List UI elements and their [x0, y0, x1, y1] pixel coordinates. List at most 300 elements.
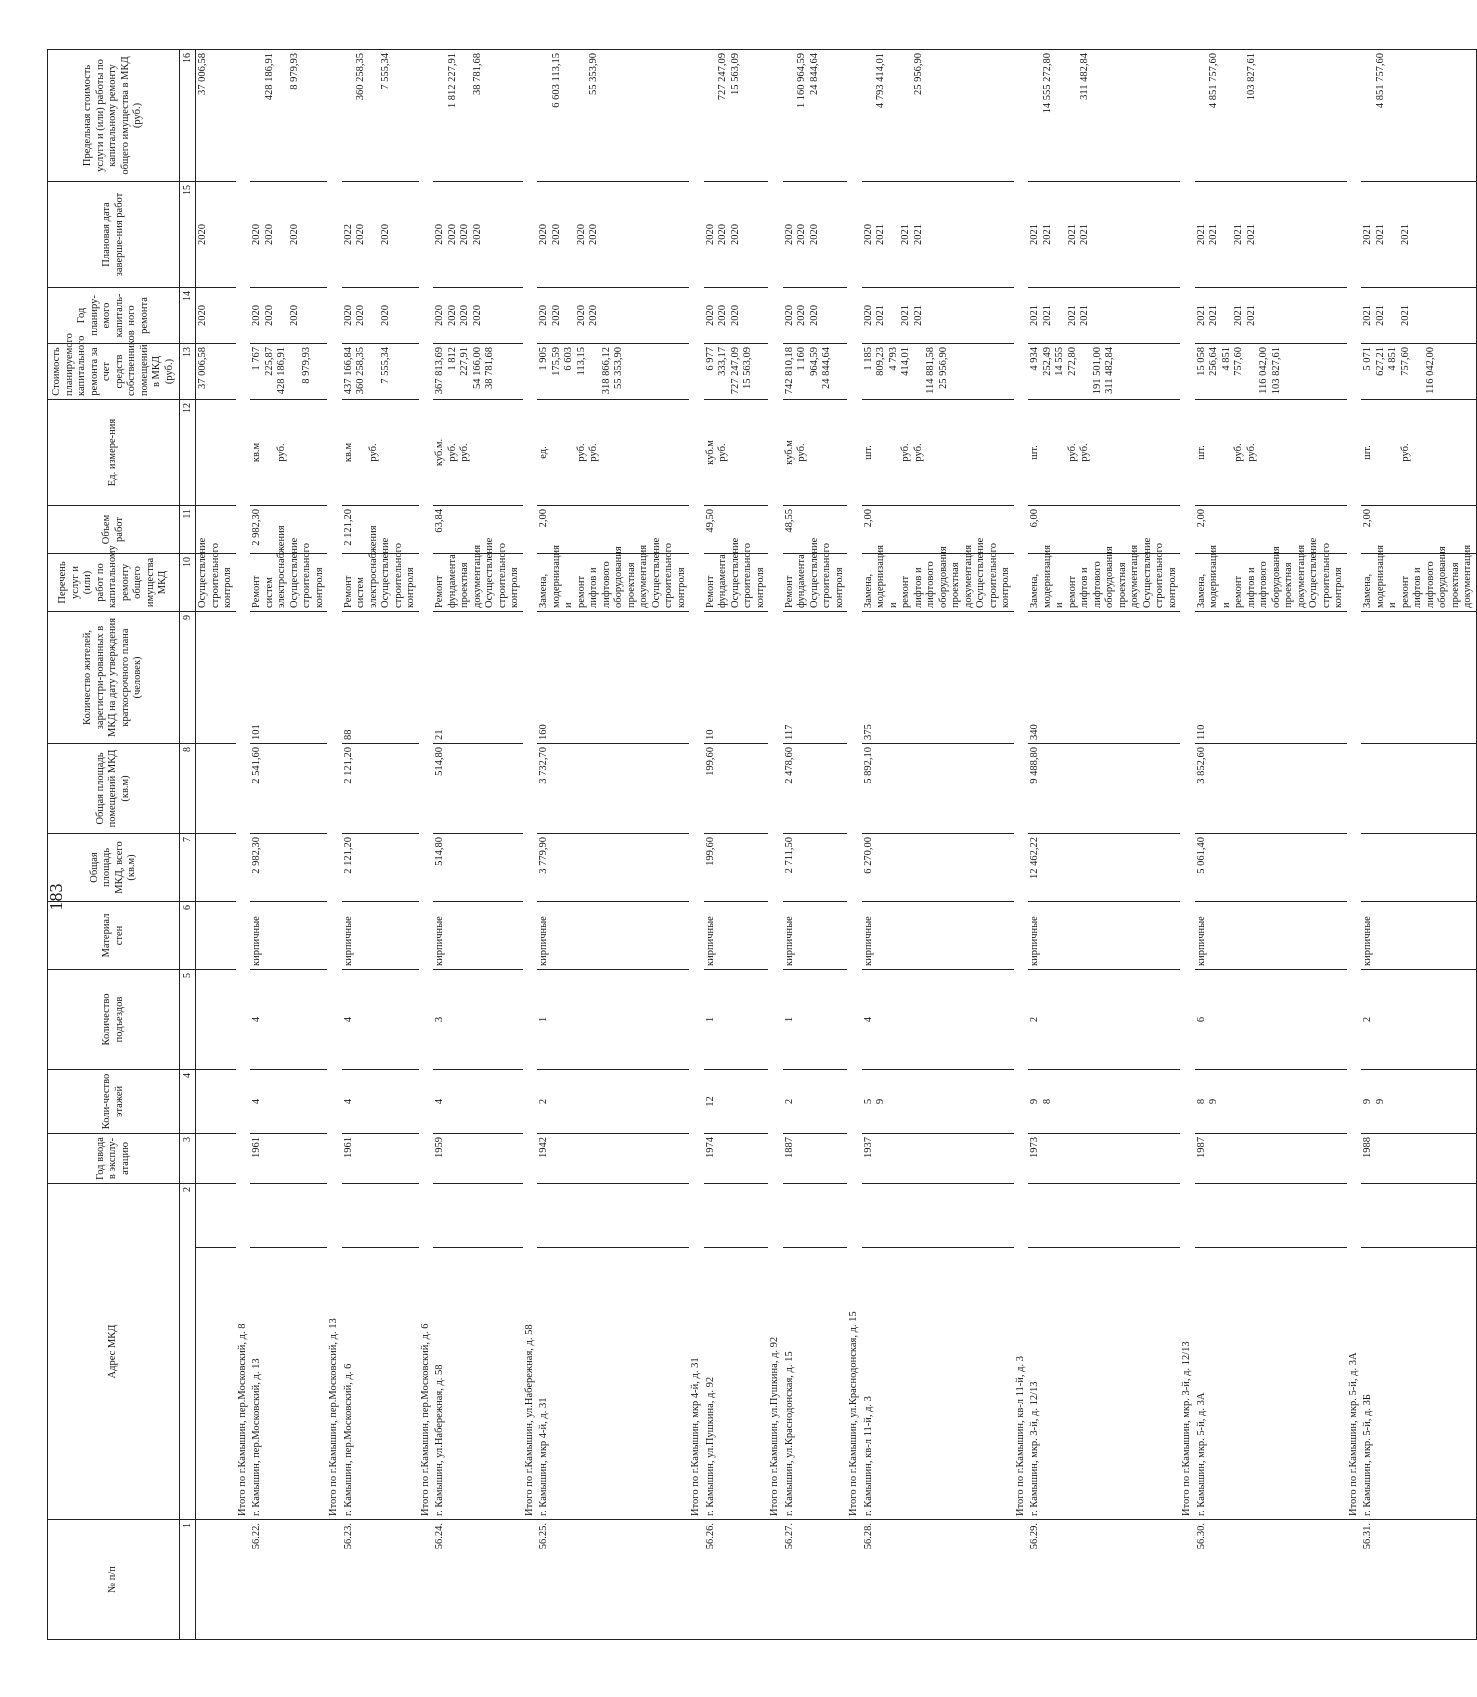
cost-line: 116 042,00 [1258, 346, 1269, 394]
volume-line [1054, 509, 1067, 550]
column-number: 12 [180, 399, 196, 505]
end-date-line: 2020 [355, 223, 366, 245]
floors-cell [342, 1069, 419, 1133]
area-total-cell: 5 061,40 [1195, 833, 1347, 901]
end-date-line [601, 185, 614, 284]
limit-cell [783, 49, 848, 181]
cost-cell [1195, 343, 1347, 399]
limit-cost-line: 360 258,35 [355, 52, 366, 101]
plan-year-cell [783, 287, 848, 343]
volume-line: 2,00 [862, 508, 874, 528]
limit-cell [862, 49, 1014, 181]
row-number: 56.30. [1195, 1520, 1347, 1640]
unit-line: куб.м [783, 440, 795, 465]
end-date-line: 2021 [1079, 223, 1090, 245]
floors-value: 2 [538, 1098, 549, 1105]
page-number: 183 [46, 883, 66, 911]
column-number: 11 [180, 505, 196, 553]
area-total-cell: 6 270,00 [862, 833, 1014, 901]
work-line: строительного контроля [496, 543, 520, 608]
plan-year-line [1387, 291, 1400, 340]
building-row [704, 49, 769, 1639]
unit-line: ед. [538, 446, 549, 459]
column-number: 8 [180, 743, 196, 833]
end-date-line: 2021 [1195, 223, 1207, 245]
volume-line [1042, 509, 1055, 550]
work-line: Замена, модернизация и [1195, 545, 1232, 608]
end-date-line [1054, 185, 1067, 284]
unit-line [1387, 403, 1400, 502]
cost-line: 1 160 964,59 [796, 346, 820, 376]
plan-year-line [925, 291, 938, 340]
column-number: 5 [180, 969, 196, 1069]
commission-year-cell: 1973 [1028, 1133, 1180, 1183]
walls-cell: кирпичные [537, 901, 689, 969]
cost-cell [537, 343, 689, 399]
limit-cost-line [888, 53, 901, 178]
unit-line: руб. [1066, 443, 1078, 462]
plan-year-line: 2021 [912, 304, 924, 326]
empty-cell [1195, 1183, 1347, 1247]
cost-cell [1361, 343, 1476, 399]
unit-line [925, 403, 938, 502]
unit-line [730, 403, 743, 502]
commission-year-cell: 1961 [342, 1133, 419, 1183]
limit-cost-line [601, 53, 614, 178]
limit-cost-line: 24 844,64 [808, 52, 820, 95]
area-rooms-cell [1361, 743, 1476, 833]
floors-cell [250, 1069, 327, 1133]
unit-line: руб. [900, 443, 911, 462]
unit-line: руб. [912, 443, 924, 462]
area-rooms-cell: 514,80 [433, 743, 523, 833]
empty-cell [1347, 1520, 1362, 1640]
end-date-line: 2020 [251, 223, 262, 245]
end-date-line [888, 185, 901, 284]
work-line: строительного контроля [742, 543, 766, 608]
work-line: электроснабжения [367, 525, 379, 608]
plan-year-line: 2020 [550, 304, 562, 326]
capital-repair-table [47, 49, 1477, 1640]
row-number: 56.26. [704, 1520, 769, 1640]
end-date-cell [783, 181, 848, 287]
itogo-row [419, 49, 434, 1639]
plan-year-line [563, 291, 576, 340]
cost-line: 1 812 227,91 [446, 346, 470, 376]
plan-year-line: 2021 [1233, 304, 1244, 326]
cost-line [913, 347, 926, 396]
work-line: электроснабжения [276, 525, 287, 608]
empty-cell [433, 1183, 523, 1247]
work-line: оборудования [613, 546, 624, 608]
limit-cost-line [459, 53, 472, 178]
commission-year-cell: 1942 [537, 1133, 689, 1183]
unit-line [809, 403, 822, 502]
plan-year-line [276, 291, 289, 340]
end-date-line: 2021 [1041, 223, 1053, 245]
row-number: 56.25. [537, 1520, 689, 1640]
empty-cell [1014, 1520, 1029, 1640]
itogo-row [1014, 49, 1029, 1639]
unit-line: руб. [367, 443, 379, 462]
walls-cell: кирпичные [704, 901, 769, 969]
unit-line [355, 403, 368, 502]
column-number: 3 [180, 1133, 196, 1183]
floors-value: 9 [1362, 1098, 1373, 1105]
floors-value: 9 [1029, 1098, 1040, 1105]
address-cell: г. Камышин, ул.Краснодонская, д. 15 [783, 1248, 848, 1520]
row-number: 56.31. [1361, 1520, 1476, 1640]
volume-line [588, 509, 601, 550]
work-line: оборудования [937, 546, 949, 608]
entrances-cell: 4 [862, 969, 1014, 1069]
plan-year-cell [342, 287, 419, 343]
itogo-label: Итого по г.Камышин, мкр 4-й, д. 31 [689, 49, 704, 1519]
work-cell [1361, 544, 1476, 611]
walls-cell: кирпичные [783, 901, 848, 969]
end-date-cell [342, 181, 419, 287]
work-line: оборудования [1104, 546, 1115, 608]
work-line: строительного контроля [392, 543, 416, 608]
building-row [783, 49, 848, 1639]
walls-cell: кирпичные [342, 901, 419, 969]
volume-line: 63,84 [434, 508, 445, 533]
unit-line: куб.м [704, 440, 716, 465]
plan-year-line: 2020 [575, 304, 587, 326]
cost-line: 15 058 256,64 [1195, 346, 1219, 376]
address-cell: г. Камышин, мкр 4-й, д. 31 [537, 1248, 689, 1520]
work-line: Осуществление [808, 537, 820, 608]
cost-line [1117, 347, 1130, 396]
end-date-line: 2020 [459, 223, 470, 245]
plan-year-line: 2020 [796, 304, 807, 326]
plan-year-line: 2020 [288, 304, 300, 326]
walls-cell: кирпичные [433, 901, 523, 969]
itogo-label: Итого по г.Камышин, пер.Московский, д. 6 [419, 49, 434, 1519]
plan-year-line: 2020 [808, 304, 820, 326]
entrances-cell: 1 [704, 969, 769, 1069]
itogo-row [689, 49, 704, 1639]
building-row [537, 49, 689, 1639]
walls-cell: кирпичные [1195, 901, 1347, 969]
plan-year-cell [1028, 287, 1180, 343]
plan-year-line: 2021 [1208, 304, 1219, 326]
limit-cost-line [784, 53, 797, 178]
limit-cell [1028, 49, 1180, 181]
end-date-line: 2021 [1399, 223, 1411, 245]
limit-cost-line: 38 781,68 [471, 52, 483, 95]
floors-value: 4 [342, 1098, 354, 1105]
unit-line: руб. [796, 443, 807, 462]
work-cell [783, 537, 848, 611]
floors-value: 9 [1374, 1098, 1386, 1105]
header-cell: Стоимость планируемого капитального ремонта за счет средств собственников помещений в МКД (руб.) [48, 343, 180, 399]
floors-cell [1195, 1069, 1347, 1133]
cost-line: 24 844,64 [821, 346, 832, 389]
row-number: 56.29. [1028, 1520, 1180, 1640]
cost-line: 360 258,35 [355, 346, 366, 395]
cost-line: 1 185 809,23 [862, 346, 886, 376]
limit-cost-line: 727 247,09 [717, 52, 728, 101]
area-total-cell: 2 121,20 [342, 833, 419, 901]
row-number: 56.28. [862, 1520, 1014, 1640]
entrances-cell: 2 [1361, 969, 1476, 1069]
unit-line [1375, 403, 1388, 502]
area-rooms-cell: 2 541,60 [250, 743, 327, 833]
end-date-cell [1361, 181, 1476, 287]
cost-line: 4 851 757,60 [1387, 346, 1411, 376]
cost-line: 114 881,58 [925, 346, 936, 394]
top-carryover-row [196, 49, 236, 1639]
entrances-cell: 4 [342, 969, 419, 1069]
work-cell [537, 537, 689, 611]
end-date-line: 2021 [1362, 223, 1373, 245]
unit-line: шт. [862, 445, 874, 460]
column-number: 16 [180, 49, 196, 181]
commission-year-cell: 1959 [433, 1133, 523, 1183]
end-date-cell [1195, 181, 1347, 287]
empty-cell [250, 1183, 327, 1247]
unit-cell [1195, 399, 1347, 505]
plan-year-line: 2020 [717, 304, 728, 326]
volume-line [563, 509, 576, 550]
limit-cost-line [368, 53, 381, 178]
residents-cell: 110 [1195, 611, 1347, 743]
cost-line: 6 603 113,15 [563, 346, 587, 376]
empty-cell [1028, 1183, 1180, 1247]
plan-year-line [368, 291, 381, 340]
empty-cell [1361, 1183, 1476, 1247]
commission-year-cell: 1961 [250, 1133, 327, 1183]
limit-cost-line: 311 482,84 [1079, 52, 1090, 100]
work-line: ремонт лифтов и лифтового [1233, 561, 1269, 608]
end-date-line: 2020 [471, 223, 483, 245]
end-date-line: 2021 [875, 223, 886, 245]
work-line: Ремонт систем [342, 575, 366, 608]
plan-year-line: 2020 [588, 304, 599, 326]
plan-year-line: 2021 [900, 304, 911, 326]
plan-year-line [1092, 291, 1105, 340]
floors-cell [433, 1069, 523, 1133]
end-date-line [563, 185, 576, 284]
limit-cost-line [343, 53, 356, 178]
plan-year-line: 2021 [1029, 304, 1040, 326]
unit-line [472, 403, 485, 502]
work-line: Замена, модернизация и [1362, 545, 1398, 608]
end-date-line: 2020 [288, 223, 300, 245]
empty-cell [419, 1520, 434, 1640]
itogo-label: Итого по г.Камышин, мкр. 3-й, д. 12/13 [1180, 49, 1195, 1519]
end-date-line: 2020 [380, 223, 391, 245]
area-total-cell: 2 982,30 [250, 833, 327, 901]
volume-line: 2,00 [1362, 508, 1373, 528]
header-cell: Плановая дата заверше-ния работ [48, 181, 180, 287]
plan-year-line [1054, 291, 1067, 340]
volume-line [1258, 509, 1271, 550]
column-number: 6 [180, 901, 196, 969]
plan-year-line: 2021 [1399, 304, 1411, 326]
area-rooms-cell: 2 478,60 [783, 743, 848, 833]
unit-cell [704, 399, 769, 505]
plan-year-line: 2021 [1374, 304, 1386, 326]
plan-year-line: 2020 [783, 304, 795, 326]
cost-line: 25 956,90 [937, 346, 949, 389]
cost-line: 742 810,18 [783, 346, 795, 395]
volume-line [888, 509, 901, 550]
unit-line: руб. [1079, 443, 1090, 462]
itogo-row [523, 49, 538, 1639]
plan-year-line: 2021 [1362, 304, 1373, 326]
volume-line [601, 509, 614, 550]
residents-cell: 21 [433, 611, 523, 743]
end-date-line [1221, 185, 1234, 284]
unit-cell [342, 399, 419, 505]
limit-cost-line [1196, 53, 1209, 178]
row-number: 56.24. [433, 1520, 523, 1640]
column-number: 1 [180, 1520, 196, 1640]
unit-line [1258, 403, 1271, 502]
unit-line [380, 403, 393, 502]
cost-line: 5 071 627,21 [1362, 346, 1386, 376]
volume-line [717, 509, 730, 550]
header-cell: Общая площадь помещений МКД (кв.м) [48, 743, 180, 833]
column-number: 4 [180, 1069, 196, 1133]
entrances-cell: 4 [250, 969, 327, 1069]
work-line: строительного контроля [821, 543, 845, 608]
volume-line [913, 509, 926, 550]
limit-cost-line: 25 956,90 [912, 52, 924, 95]
itogo-row [1180, 49, 1195, 1639]
work-line: Осуществление [288, 537, 300, 608]
limit-cost-line [434, 53, 447, 178]
header-cell: Предельная стоимость услуги и (или) работы по капитальному ремонту общего имущества в МКД (руб.) [48, 49, 180, 181]
residents-cell: 101 [250, 611, 327, 743]
cost-line [588, 347, 601, 396]
plan-year-line [1221, 291, 1234, 340]
end-date-cell [433, 181, 523, 287]
unit-line [264, 403, 277, 502]
building-row [862, 49, 1014, 1639]
floors-value: 9 [1208, 1098, 1219, 1105]
entrances-cell: 1 [537, 969, 689, 1069]
end-date-line: 2020 [446, 223, 458, 245]
volume-line: 2 982,30 [251, 508, 262, 546]
building-row [1195, 49, 1347, 1639]
empty-cell [236, 1520, 251, 1640]
building-row [1361, 49, 1476, 1639]
work-line: строительного контроля [301, 543, 325, 608]
plan-year-line: 2020 [263, 304, 275, 326]
floors-value: 8 [1041, 1098, 1053, 1105]
cost-line: 116 042,00 [1424, 346, 1436, 394]
cost-line: 8 979,93 [301, 346, 312, 384]
address-cell: г. Камышин, ул.Пушкина, д. 92 [704, 1248, 769, 1520]
floors-value: 2 [783, 1098, 795, 1105]
cost-line: 311 482,84 [1104, 346, 1115, 394]
unit-line [888, 403, 901, 502]
commission-year-cell: 1987 [1195, 1133, 1347, 1183]
volume-line [1246, 509, 1259, 550]
end-date-line: 2021 [1374, 223, 1386, 245]
work-line: Замена, модернизация и [538, 545, 574, 608]
volume-line [551, 509, 564, 550]
limit-cost-line: 55 353,90 [588, 52, 599, 95]
work-line: ремонт лифтов и лифтового [575, 561, 612, 608]
unit-line: шт. [1195, 445, 1207, 460]
end-date-line [1387, 185, 1400, 284]
header-cell: Общая площадь МКД, всего (кв.м) [48, 833, 180, 901]
limit-cost-line: 4 851 757,60 [1208, 52, 1219, 109]
area-total-cell: 2 711,50 [783, 833, 848, 901]
cost-line: 367 813,69 [434, 346, 445, 395]
cost-cell [783, 343, 848, 399]
cost-cell [342, 343, 419, 399]
plan-year-line [601, 291, 614, 340]
volume-line [796, 509, 809, 550]
residents-cell: 340 [1028, 611, 1180, 743]
plan-year-cell [250, 287, 327, 343]
itogo-row [236, 49, 251, 1639]
floors-cell [704, 1069, 769, 1133]
end-date-line: 2022 [342, 223, 354, 245]
cost-line: 103 827,61 [1270, 346, 1282, 395]
limit-cost-line [1233, 53, 1246, 178]
empty-cell [523, 1520, 538, 1640]
entrances-cell: 2 [1028, 969, 1180, 1069]
work-line: Замена, модернизация и [1029, 545, 1065, 608]
unit-line [289, 403, 302, 502]
cost-line [1079, 347, 1092, 396]
volume-line [1067, 509, 1080, 550]
volume-line [1092, 509, 1105, 550]
address-cell: г. Камышин, мкр. 5-й, д. 3А [1195, 1248, 1347, 1520]
end-date-cell [537, 181, 689, 287]
work-line: Осуществление [380, 537, 391, 608]
itogo-label: Итого по г.Камышин, мкр. 5-й, д. 3А [1347, 49, 1362, 1519]
plan-year-line: 2020 [342, 304, 354, 326]
plan-year-cell [1195, 287, 1347, 343]
unit-line [1221, 403, 1234, 502]
end-date-line: 2021 [1208, 223, 1219, 245]
plan-year-line [888, 291, 901, 340]
plan-year-cell [537, 287, 689, 343]
address-cell: г. Камышин, мкр. 5-й, д. 3Б [1361, 1248, 1476, 1520]
unit-line: руб. [575, 443, 587, 462]
end-date-line: 2020 [783, 223, 795, 245]
limit-cost-line: 103 827,61 [1245, 52, 1257, 101]
cost-line: 437 166,84 [342, 346, 354, 395]
volume-line: 6,00 [1029, 508, 1040, 528]
limit-cost-line: 7 555,34 [380, 52, 391, 90]
floors-value: 12 [704, 1096, 716, 1107]
limit-cost-line: 4 793 414,01 [875, 52, 886, 109]
plan-year-cell [433, 287, 523, 343]
unit-line [875, 403, 888, 502]
volume-line [459, 509, 472, 550]
area-rooms-cell: 5 892,10 [862, 743, 1014, 833]
unit-line: руб. [1245, 443, 1257, 462]
work-line: Осуществление [729, 537, 741, 608]
empty-cell [342, 1183, 419, 1247]
row-number: 56.22. [250, 1520, 327, 1640]
end-date-line: 2021 [1066, 223, 1078, 245]
plan-year-line: 2021 [1041, 304, 1053, 326]
limit-cell [250, 49, 327, 181]
entrances-cell: 3 [433, 969, 523, 1069]
end-date-line: 2020 [263, 223, 275, 245]
cost-cell: 37 006,58 [196, 343, 236, 399]
limit-cost-line: 15 563,09 [729, 52, 741, 95]
